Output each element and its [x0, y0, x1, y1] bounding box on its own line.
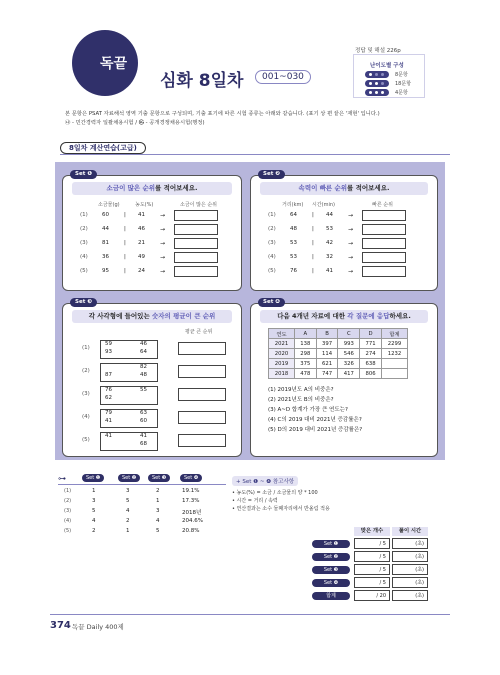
reference-title: + Set ❶ ~ ❹ 참고사항 [232, 476, 298, 486]
timing-set-label: Set ❷ [312, 553, 350, 561]
page-number: 374 [50, 620, 71, 631]
set3-cell: 68 [140, 441, 147, 447]
set1-value-b: 24 [138, 268, 145, 274]
set3-row-num: (2) [82, 368, 90, 374]
set1-answer-box[interactable] [174, 224, 218, 235]
set3-title-highlight: 숫자의 평균이 큰 순위 [152, 312, 216, 320]
page-title: 심화 8일차 [160, 71, 244, 91]
set4-cell: 993 [338, 339, 360, 349]
set4-question: (4) C의 2019 대비 2021년 증감률은? [268, 417, 362, 423]
reference-item: • 농도(%) = 소금 / 소금물의 양 * 100 [232, 490, 318, 496]
difficulty-label: 8문항 [395, 72, 408, 78]
set4-data-table [268, 328, 408, 379]
set2-value-a: 64 [290, 212, 297, 218]
answer-set2: 1 [126, 528, 130, 534]
set1-row-num: (3) [80, 240, 88, 246]
set3-cell: 87 [105, 372, 112, 378]
header-badge: 독끝 [100, 56, 128, 72]
difficulty-dot [375, 91, 378, 94]
answer-reference: 정답 및 해설 226p [355, 48, 401, 54]
set3-tag: Set ❸ [70, 298, 97, 307]
answer-set1: 3 [92, 498, 96, 504]
difficulty-dot [369, 73, 372, 76]
arrow-icon: → [348, 268, 354, 275]
set4-title-pre: 다음 4개년 자료에 대한 [277, 312, 348, 320]
set2-tag: Set ❷ [258, 170, 285, 179]
set2-separator: | [312, 226, 314, 232]
set2-separator: | [312, 212, 314, 218]
set1-value-b: 49 [138, 254, 145, 260]
intro-line-1: 본 문항은 PSAT 자료해석 영역 기출 문항으로 구성되며, 기출 표기에 따른 시험 종류는 아래와 같습니다. (표기 상 편 끝은 '재현' 입니다.) [65, 111, 380, 117]
difficulty-dot [375, 73, 378, 76]
difficulty-row [365, 89, 421, 97]
reference-item: • 시간 = 거리 / 속력 [232, 498, 278, 504]
timing-count-box[interactable]: / 5 [354, 577, 390, 588]
set1-value-a: 36 [102, 254, 109, 260]
set2-row-num: (1) [268, 212, 276, 218]
set2-value-a: 53 [290, 240, 297, 246]
set2-value-a: 53 [290, 254, 297, 260]
timing-row [312, 577, 432, 589]
set4-title [260, 310, 428, 323]
set1-value-b: 46 [138, 226, 145, 232]
set4-cell: 638 [360, 359, 382, 369]
arrow-icon: → [160, 212, 166, 219]
timing-time-box[interactable]: (초) [392, 564, 428, 575]
answer-row-num: (3) [64, 508, 72, 514]
answer-set-tag: Set ❶ [82, 474, 104, 482]
set1-header-b: 농도(%) [135, 202, 154, 208]
set2-row-num: (5) [268, 268, 276, 274]
set2-answer-box[interactable] [362, 252, 406, 263]
set3-row-num: (1) [82, 345, 90, 351]
set4-title-post: 하세요. [389, 312, 411, 320]
set2-separator: | [312, 240, 314, 246]
answer-set3: 5 [156, 528, 160, 534]
set4-cell [381, 359, 407, 369]
set4-cell [381, 369, 407, 379]
answer-set3: 3 [156, 508, 160, 514]
timing-count-box[interactable]: / 5 [354, 564, 390, 575]
set1-title-highlight: 소금이 많은 순위 [106, 184, 156, 192]
difficulty-dot [369, 82, 372, 85]
problem-range: 001~030 [255, 70, 311, 84]
set1-row-num: (1) [80, 212, 88, 218]
set4-col-header: C [338, 329, 360, 339]
difficulty-level-indicator [365, 89, 389, 96]
set4-table-row [269, 349, 408, 359]
set4-question: (3) A~D 합계가 가장 큰 연도는? [268, 407, 348, 413]
set4-cell: 114 [316, 349, 338, 359]
arrow-icon: → [348, 254, 354, 261]
set4-cell: 2021 [269, 339, 295, 349]
set3-answer-box[interactable] [178, 365, 226, 378]
answer-set2: 5 [126, 498, 130, 504]
set3-answer-box[interactable] [178, 434, 226, 447]
reference-box [232, 476, 432, 522]
key-icon: ⊶ [58, 474, 66, 483]
answer-set2: 2 [126, 518, 130, 524]
arrow-icon: → [160, 268, 166, 275]
set4-question: (2) 2021년도 B의 비중은? [268, 397, 334, 403]
set1-answer-box[interactable] [174, 266, 218, 277]
set2-row-num: (4) [268, 254, 276, 260]
answer-row-num: (5) [64, 528, 72, 534]
set2-row-num: (3) [268, 240, 276, 246]
set3-answer-box[interactable] [178, 342, 226, 355]
set1-header-c: 소금이 많은 순위 [180, 202, 217, 208]
timing-header-time: 풀이 시간 [392, 527, 428, 536]
set4-col-header: D [360, 329, 382, 339]
arrow-icon: → [348, 240, 354, 247]
set4-cell: 2019 [269, 359, 295, 369]
reference-item: • 연산결과는 소수 둘째자리에서 반올림 적용 [232, 506, 330, 512]
answer-row-num: (4) [64, 518, 72, 524]
set4-cell: 138 [295, 339, 317, 349]
set1-answer-box[interactable] [174, 238, 218, 249]
set4-question: (5) D의 2019 대비 2021년 증감률은? [268, 427, 363, 433]
set2-value-b: 41 [326, 268, 333, 274]
set2-answer-box[interactable] [362, 238, 406, 249]
set4-title-highlight: 각 질문에 응답 [347, 312, 390, 320]
set3-row-num: (5) [82, 437, 90, 443]
answer-set1: 1 [92, 488, 96, 494]
timing-table [312, 527, 432, 602]
set3-cell: 62 [105, 395, 112, 401]
set4-cell: 298 [295, 349, 317, 359]
set4-cell: 2299 [381, 339, 407, 349]
timing-row [312, 564, 432, 576]
difficulty-dot [381, 91, 384, 94]
timing-row [312, 551, 432, 563]
answer-set4: 20.8% [182, 528, 200, 534]
set4-table-row [269, 359, 408, 369]
book-title: 독끝 Daily 400제 [72, 623, 124, 631]
set1-separator: | [124, 226, 126, 232]
difficulty-row [365, 71, 421, 79]
set4-col-header: 연도 [269, 329, 295, 339]
timing-row [312, 590, 432, 602]
timing-count-box[interactable]: / 5 [354, 538, 390, 549]
timing-time-box[interactable]: (초) [392, 577, 428, 588]
set1-separator: | [124, 212, 126, 218]
set2-header-b: 시간(min) [312, 202, 335, 208]
answer-set4: 17.3% [182, 498, 200, 504]
timing-time-box[interactable]: (초) [392, 538, 428, 549]
set2-title-rest: 를 적어보세요. [347, 184, 390, 192]
set1-answer-box[interactable] [174, 252, 218, 263]
set1-header-a: 소금물(g) [98, 202, 120, 208]
set4-cell: 375 [295, 359, 317, 369]
set2-title [260, 182, 428, 195]
set3-cell: 59 [105, 341, 112, 347]
answer-set-tag: Set ❷ [118, 474, 140, 482]
set4-cell: 621 [316, 359, 338, 369]
answer-set-tag: Set ❹ [180, 474, 202, 482]
set1-title-rest: 를 적어보세요. [155, 184, 198, 192]
set4-cell: 546 [338, 349, 360, 359]
timing-set-label: Set ❶ [312, 540, 350, 548]
timing-set-label: Set ❸ [312, 566, 350, 574]
set3-title [72, 310, 232, 323]
timing-set-label: 합계 [312, 592, 350, 600]
set3-answer-box[interactable] [178, 388, 226, 401]
set3-cell: 55 [140, 387, 147, 393]
set1-value-b: 21 [138, 240, 145, 246]
timing-count-box[interactable]: / 20 [354, 590, 390, 601]
difficulty-dot [381, 73, 384, 76]
answer-set1: 4 [92, 518, 96, 524]
set1-title [72, 182, 232, 195]
set3-cell: 76 [105, 387, 112, 393]
answer-set1: 2 [92, 528, 96, 534]
set3-cell: 79 [105, 410, 112, 416]
set4-cell: 747 [316, 369, 338, 379]
set4-tag: Set ❹ [258, 298, 285, 307]
set1-row-num: (5) [80, 268, 88, 274]
set2-title-highlight: 속력이 빠른 순위 [298, 184, 348, 192]
set4-cell: 806 [360, 369, 382, 379]
set4-cell: 274 [360, 349, 382, 359]
set2-answer-box[interactable] [362, 210, 406, 221]
set4-cell: 478 [295, 369, 317, 379]
set4-col-header: A [295, 329, 317, 339]
set2-header-c: 빠른 순위 [372, 202, 393, 208]
set3-cell: 93 [105, 349, 112, 355]
set2-row-num: (2) [268, 226, 276, 232]
set3-answer-box[interactable] [178, 411, 226, 424]
answer-set1: 5 [92, 508, 96, 514]
arrow-icon: → [160, 254, 166, 261]
set2-separator: | [312, 254, 314, 260]
answer-set-tag: Set ❸ [148, 474, 170, 482]
difficulty-dot [369, 91, 372, 94]
set1-answer-box[interactable] [174, 210, 218, 221]
answer-row-num: (2) [64, 498, 72, 504]
set1-value-b: 41 [138, 212, 145, 218]
set1-tag: Set ❶ [70, 170, 97, 179]
set2-separator: | [312, 268, 314, 274]
difficulty-level-indicator [365, 80, 389, 87]
set3-header: 평균 큰 순위 [185, 329, 213, 335]
arrow-icon: → [348, 226, 354, 233]
set4-table-row [269, 339, 408, 349]
footer-divider [50, 614, 450, 615]
set2-answer-box[interactable] [362, 266, 406, 277]
set1-value-a: 81 [102, 240, 109, 246]
timing-count-box[interactable]: / 5 [354, 551, 390, 562]
difficulty-level-indicator [365, 71, 389, 78]
set1-row-num: (4) [80, 254, 88, 260]
timing-time-box[interactable]: (초) [392, 590, 428, 601]
answer-set4: 2018년 [182, 510, 202, 516]
answer-set3: 4 [156, 518, 160, 524]
set2-answer-box[interactable] [362, 224, 406, 235]
set3-cell: 60 [140, 418, 147, 424]
set2-value-b: 44 [326, 212, 333, 218]
difficulty-label: 18문항 [395, 81, 412, 87]
section-title: 8일차 계산연습(고급) [60, 142, 146, 154]
section-divider [60, 154, 450, 155]
set4-col-header: B [316, 329, 338, 339]
set2-value-b: 32 [326, 254, 333, 260]
set3-row-num: (4) [82, 414, 90, 420]
set3-title-pre: 각 사각형에 들어있는 [88, 312, 152, 320]
timing-header-count: 맞은 개수 [354, 527, 390, 536]
answer-set3: 1 [156, 498, 160, 504]
set2-value-a: 76 [290, 268, 297, 274]
set4-cell: 2020 [269, 349, 295, 359]
answer-set4: 19.1% [182, 488, 200, 494]
difficulty-dot [375, 82, 378, 85]
set1-value-a: 95 [102, 268, 109, 274]
set4-cell: 1232 [381, 349, 407, 359]
set4-cell: 2018 [269, 369, 295, 379]
answers-divider [58, 484, 226, 485]
arrow-icon: → [348, 212, 354, 219]
set2-value-a: 48 [290, 226, 297, 232]
arrow-icon: → [160, 240, 166, 247]
arrow-icon: → [160, 226, 166, 233]
set3-cell: 41 [140, 433, 147, 439]
set3-cell: 46 [140, 341, 147, 347]
timing-row [312, 538, 432, 550]
set3-cell: 64 [140, 349, 147, 355]
set1-value-a: 60 [102, 212, 109, 218]
set2-header-a: 거리(km) [282, 202, 304, 208]
intro-line-2: ㉯ - 민간경력자 일괄채용시험 / ㉿ - 공개경쟁채용시험(행정) [65, 120, 205, 126]
set4-cell: 417 [338, 369, 360, 379]
set4-question: (1) 2019년도 A의 비중은? [268, 387, 334, 393]
set2-value-b: 53 [326, 226, 333, 232]
difficulty-title: 난이도별 구성 [370, 63, 404, 69]
set4-questions [268, 385, 362, 435]
answer-set2: 4 [126, 508, 130, 514]
set3-cell: 41 [105, 433, 112, 439]
set4-col-header: 합계 [381, 329, 407, 339]
set2-value-b: 42 [326, 240, 333, 246]
set4-cell: 397 [316, 339, 338, 349]
set4-table-row [269, 369, 408, 379]
answer-set2: 3 [126, 488, 130, 494]
answer-row-num: (1) [64, 488, 72, 494]
set1-separator: | [124, 254, 126, 260]
difficulty-label: 4문항 [395, 90, 408, 96]
set1-separator: | [124, 240, 126, 246]
set3-cell: 63 [140, 410, 147, 416]
timing-time-box[interactable]: (초) [392, 551, 428, 562]
set1-value-a: 44 [102, 226, 109, 232]
set1-row-num: (2) [80, 226, 88, 232]
set3-row-num: (3) [82, 391, 90, 397]
set4-cell: 326 [338, 359, 360, 369]
set1-separator: | [124, 268, 126, 274]
timing-set-label: Set ❹ [312, 579, 350, 587]
answer-set3: 2 [156, 488, 160, 494]
set3-cell: 48 [140, 372, 147, 378]
answer-set4: 204.6% [182, 518, 203, 524]
set4-cell: 771 [360, 339, 382, 349]
intro-text [65, 110, 435, 128]
set3-cell: 41 [105, 418, 112, 424]
set3-cell: 82 [140, 364, 147, 370]
difficulty-dot [381, 82, 384, 85]
difficulty-row [365, 80, 421, 88]
